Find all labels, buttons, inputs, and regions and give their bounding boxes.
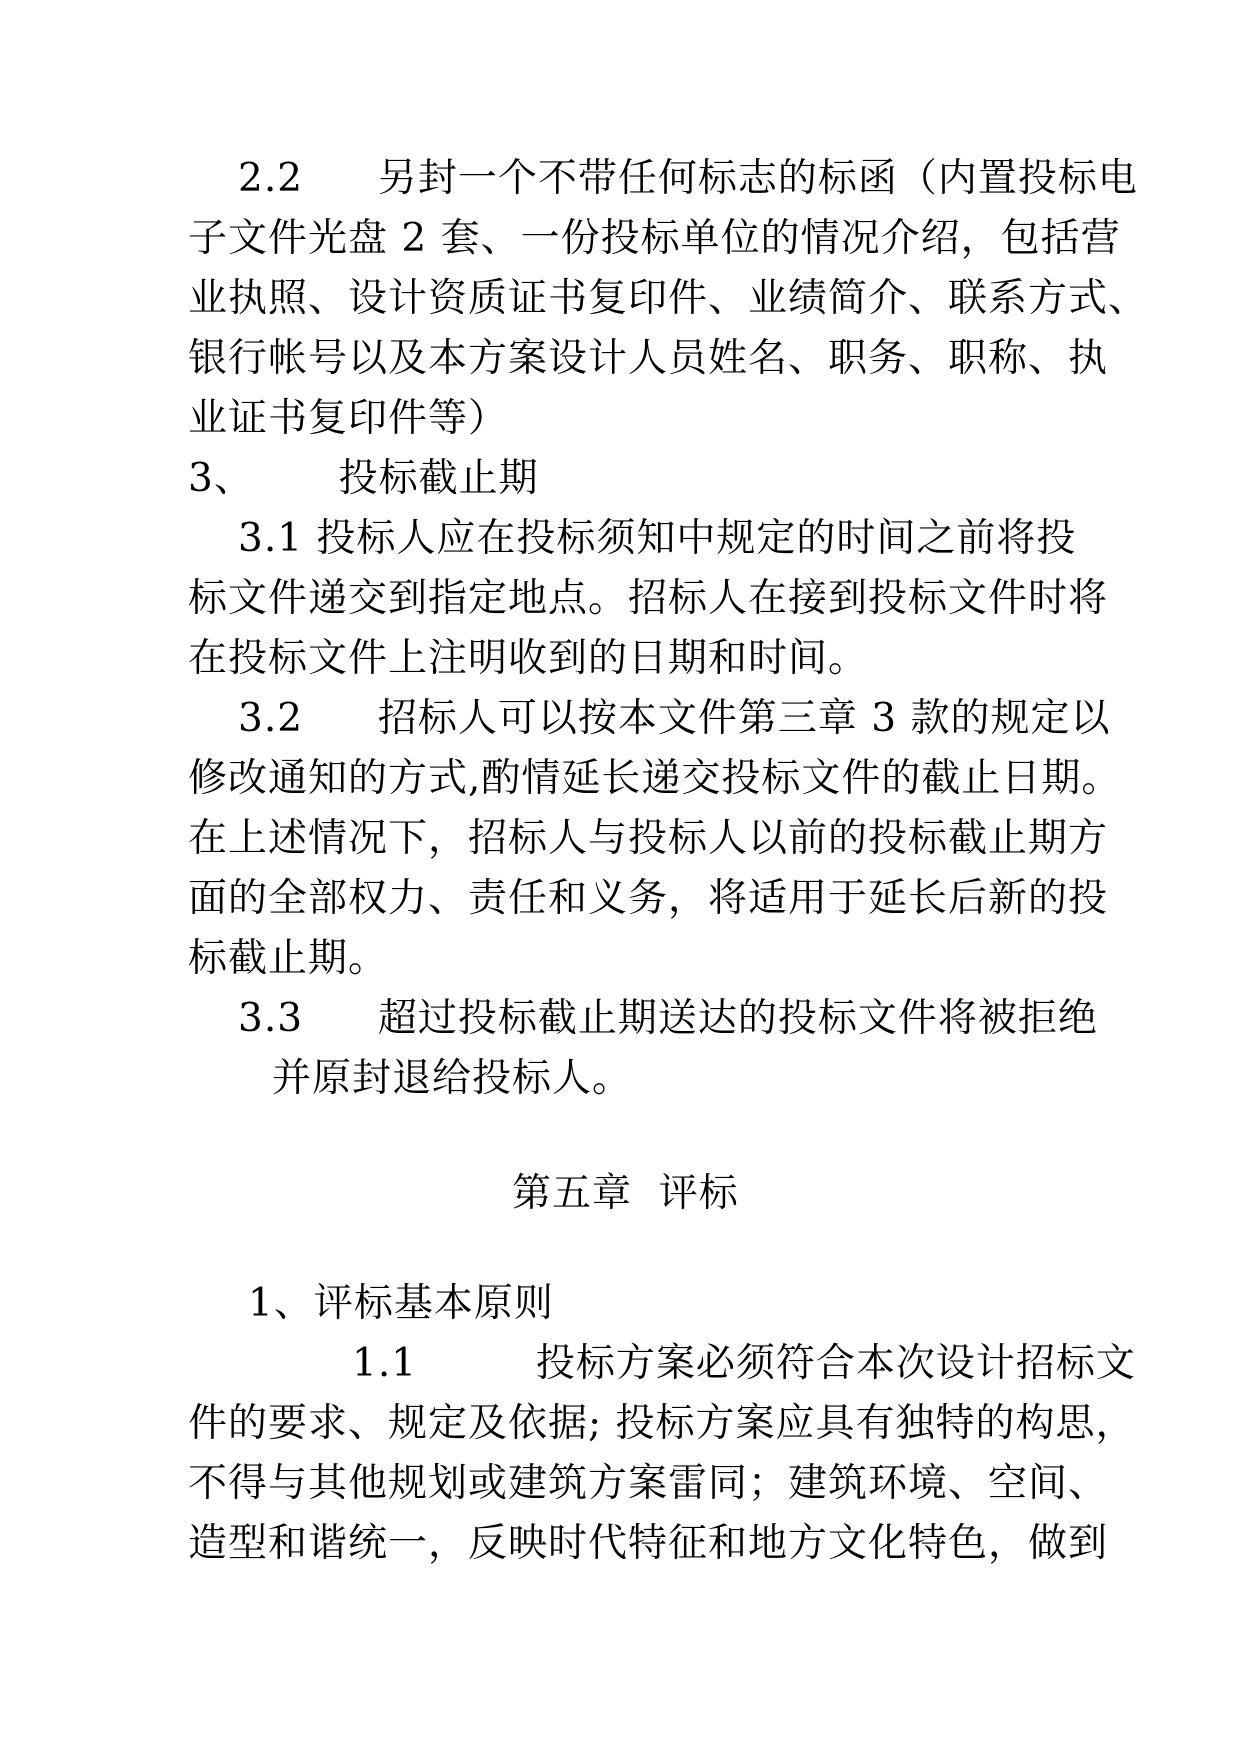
paragraph-3-2-line-5: 标截止期。 <box>188 936 389 981</box>
paragraph-1-1-line-4: 造型和谐统一，反映时代特征和地方文化特色，做到 <box>188 1521 1109 1566</box>
paragraph-2-2-line-1 <box>238 155 1138 203</box>
paragraph-3-2-line-2: 修改通知的方式,酌情延长递交投标文件的截止日期。 <box>188 756 1122 801</box>
clause-number-3-3: 3.3 <box>238 996 304 1041</box>
clause-number-1-1: 1.1 <box>352 1341 418 1386</box>
paragraph-3-3-line-1 <box>238 995 1098 1043</box>
paragraph-3-2-line-1 <box>238 695 1110 743</box>
clause-text-3-2-line-1: 招标人可以按本文件第三章 3 款的规定以 <box>377 696 1111 741</box>
section-1-heading: 1、评标基本原则 <box>248 1281 554 1326</box>
paragraph-1-1-line-1 <box>352 1340 1136 1388</box>
paragraph-3-1-line-2: 标文件递交到指定地点。招标人在接到投标文件时将 <box>188 576 1109 621</box>
section-3-title: 投标截止期 <box>338 456 539 501</box>
clause-number-2-2: 2.2 <box>238 156 304 201</box>
paragraph-1-1-line-3: 不得与其他规划或建筑方案雷同；建筑环境、空间、 <box>188 1461 1109 1506</box>
paragraph-3-2-line-3: 在上述情况下，招标人与投标人以前的投标截止期方 <box>188 816 1109 861</box>
paragraph-3-1-line-1: 3.1 投标人应在投标须知中规定的时间之前将投 <box>238 516 1077 561</box>
paragraph-3-2-line-4: 面的全部权力、责任和义务，将适用于延长后新的投 <box>188 876 1109 921</box>
paragraph-2-2-line-5: 业证书复印件等） <box>188 396 509 441</box>
clause-text-3-3-line-1: 超过投标截止期送达的投标文件将被拒绝 <box>377 996 1098 1041</box>
clause-text-1-1-line-1: 投标方案必须符合本次设计招标文 <box>535 1341 1136 1386</box>
paragraph-2-2-line-2: 子文件光盘 2 套、一份投标单位的情况介绍，包括营 <box>188 216 1121 261</box>
paragraph-2-2-line-3: 业执照、设计资质证书复印件、业绩简介、联系方式、 <box>188 276 1149 321</box>
paragraph-3-1-line-3: 在投标文件上注明收到的日期和时间。 <box>188 636 869 681</box>
clause-text-2-2-line-1: 另封一个不带任何标志的标函（内置投标电 <box>377 156 1138 201</box>
chapter-title: 第五章 评标 <box>512 1171 739 1216</box>
paragraph-3-3-line-2: 并原封退给投标人。 <box>272 1056 633 1101</box>
section-3-heading <box>188 455 539 503</box>
clause-number-3-2: 3.2 <box>238 696 304 741</box>
paragraph-1-1-line-2: 件的要求、规定及依据; 投标方案应具有独特的构思， <box>188 1401 1136 1446</box>
section-3-number: 3、 <box>188 456 254 501</box>
paragraph-2-2-line-4: 银行帐号以及本方案设计人员姓名、职务、职称、执 <box>188 336 1109 381</box>
